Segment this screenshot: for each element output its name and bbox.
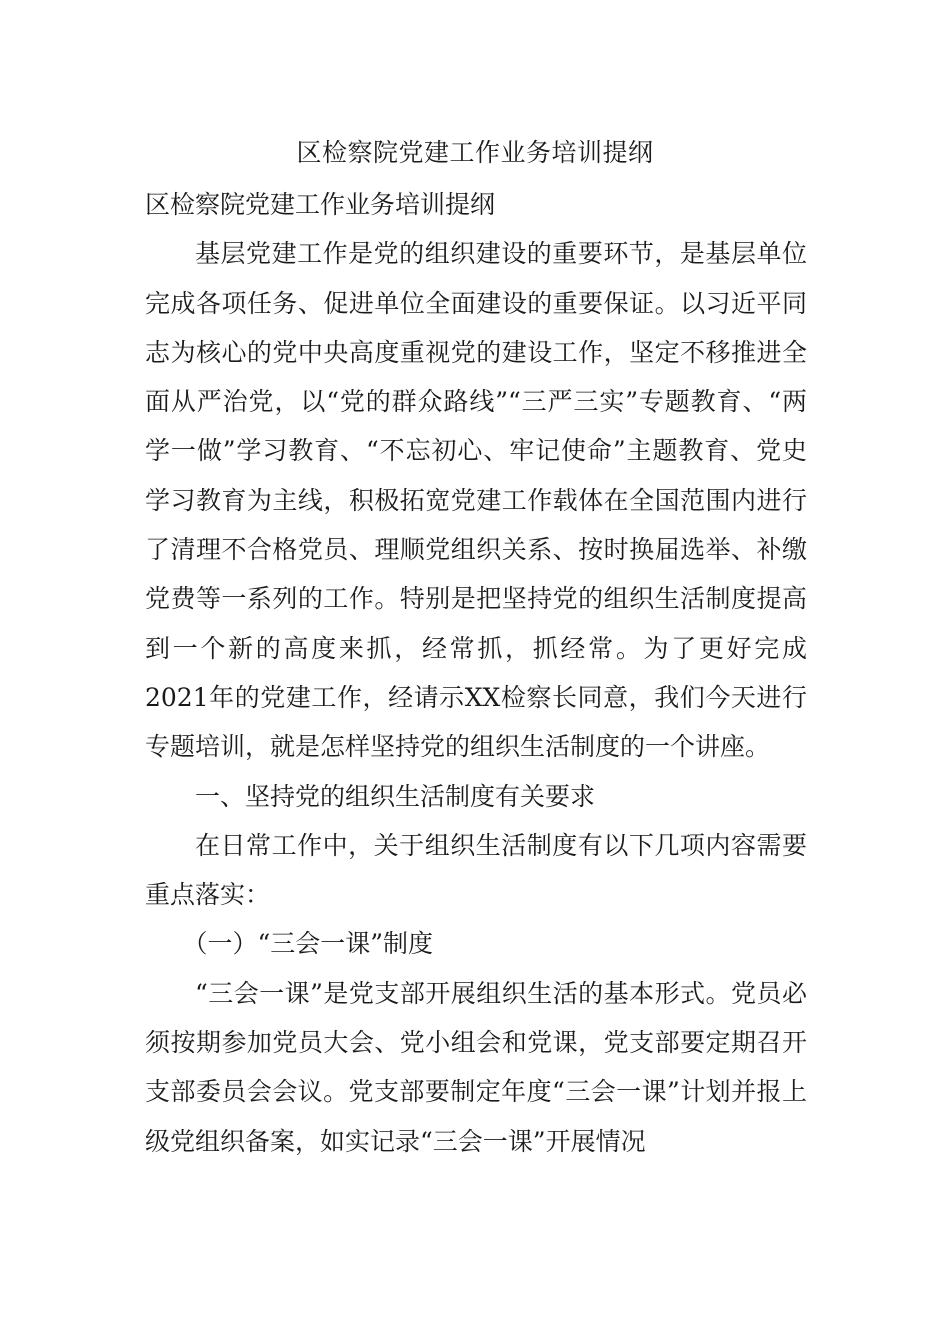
document-subtitle: 区检察院党建工作业务培训提纲 [145, 190, 496, 219]
paragraph-overview: 在日常工作中，关于组织生活制度有以下几项内容需要重点落实： [145, 830, 807, 910]
paragraph-intro: 基层党建工作是党的组织建设的重要环节，是基层单位完成各项任务、促进单位全面建设的重要保证。以习近平同志为核心的党中央高度重视党的建设工作，坚定不移推进全面从严治党，以“党的群众路线”“三严三实”专题教育、“两学一做”学习教育、“不忘初心、牢记使命”主题教育、党史学习教育为主线，积极拓宽党建工作载体在全国范围内进行了清理不合格党员、理顺党组织关系、按时换届选举、补缴党费等一系列的工作。特别是把坚持党的组织生活制度提高到一个新的高度来抓，经常抓，抓经常。为了更好完成2021年的党建工作，经请示XX检察长同意，我们今天进行专题培训，就是怎样坚持党的组织生活制度的一个讲座。 [145, 239, 807, 762]
subsection-heading-1: （一）“三会一课”制度 [182, 929, 434, 959]
document-body [145, 180, 807, 1166]
paragraph-three-meetings: “三会一课”是党支部开展组织生活的基本形式。党员必须按期参加党员大会、党小组会和党课，党支部要定期召开支部委员会会议。党支部要制定年度“三会一课”计划并报上级党组织备案，如实记录“三会一课”开展情况 [145, 978, 807, 1156]
document-title: 区检察院党建工作业务培训提纲 [296, 138, 654, 167]
section-heading-1: 一、坚持党的组织生活制度有关要求 [195, 781, 596, 811]
